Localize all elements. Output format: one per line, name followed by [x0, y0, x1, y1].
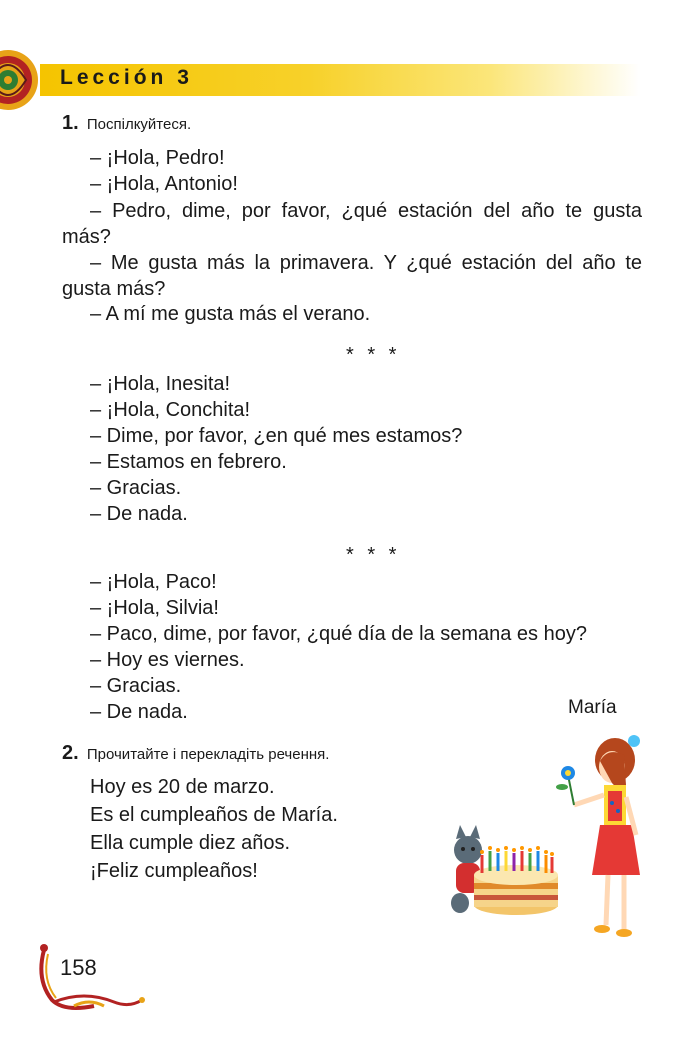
task2-sentence: ¡Feliz cumpleaños! — [90, 860, 258, 882]
celtic-ornament-icon — [0, 40, 44, 120]
dialog3-line: – Paco, dime, por favor, ¿qué día de la semana es hoy? — [90, 623, 587, 645]
task1-instruction: Поспілкуйтеся. — [86, 116, 192, 133]
task2-sentence: Ella cumple diez años. — [90, 832, 291, 854]
task2-instruction: Прочитайте і перекладіть речення. — [86, 746, 330, 763]
dialog3-line: – De nada. — [90, 701, 188, 723]
task1-number: 1. — [62, 112, 79, 134]
dialog3-line: – Gracias. — [90, 675, 182, 697]
girl-maria-icon — [574, 735, 640, 937]
dialog2-line: – Dime, por favor, ¿en qué mes estamos? — [90, 425, 463, 447]
dialog1-line: – Me gusta más la primavera. Y ¿qué estación del año te gusta más? — [62, 252, 642, 300]
flower-icon — [556, 766, 575, 805]
dialog2-line: – ¡Hola, Conchita! — [90, 399, 251, 421]
dialog1-line: – A mí me gusta más el verano. — [90, 303, 371, 325]
dialog1-line: – ¡Hola, Pedro! — [90, 147, 225, 169]
dialog2-line: – Estamos en febrero. — [90, 451, 287, 473]
page-number: 158 — [60, 955, 97, 980]
task2-sentence: Es el cumpleaños de María. — [90, 804, 338, 826]
dialog3-line: – ¡Hola, Paco! — [90, 571, 217, 593]
task1-heading — [62, 112, 191, 135]
dialog-separator: * * * — [346, 344, 401, 366]
dialog1-line: – ¡Hola, Antonio! — [90, 173, 238, 195]
lesson-title: Lección 3 — [60, 66, 193, 89]
dialog3-line: – ¡Hola, Silvia! — [90, 597, 219, 619]
dialog-separator: * * * — [346, 544, 401, 566]
dialog2-line: – ¡Hola, Inesita! — [90, 373, 231, 395]
dialog3-line: – Hoy es viernes. — [90, 649, 245, 671]
dialog2-line: – De nada. — [90, 503, 188, 525]
birthday-cake-icon — [474, 846, 558, 915]
task2-sentence: Hoy es 20 de marzo. — [90, 776, 275, 798]
task2-heading — [62, 742, 329, 765]
birthday-illustration — [440, 725, 680, 955]
illustration-caption: María — [568, 697, 617, 718]
dialog1-line: – Pedro, dime, por favor, ¿qué estación del año te gusta más? — [62, 200, 642, 248]
dialog2-line: – Gracias. — [90, 477, 182, 499]
task2-number: 2. — [62, 742, 79, 764]
